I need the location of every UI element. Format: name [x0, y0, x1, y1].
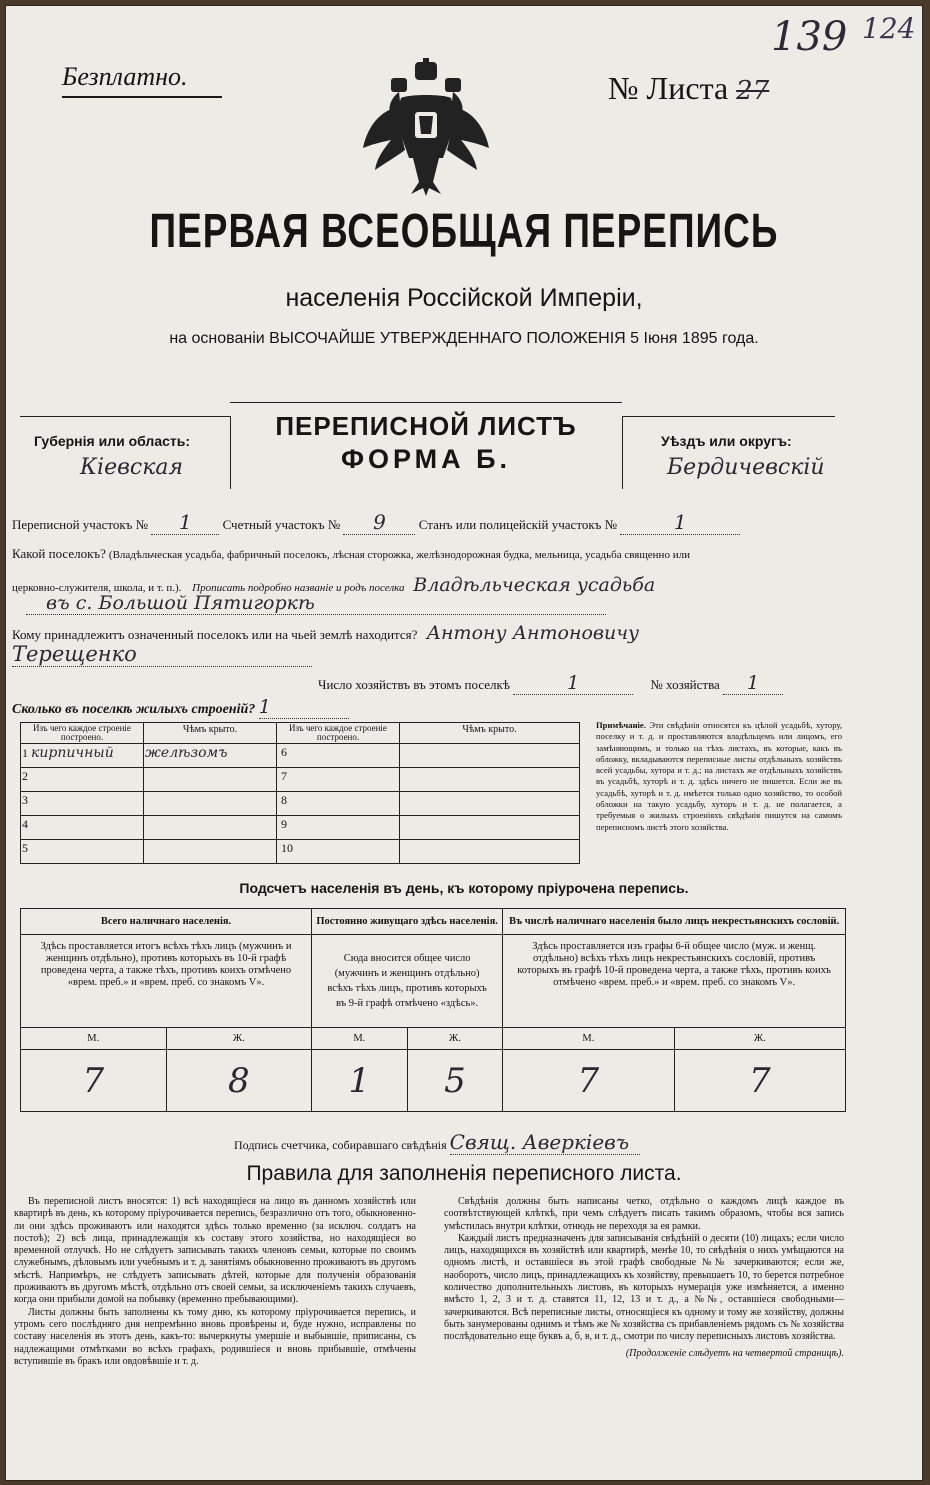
- counting-area-value: 9: [343, 510, 415, 535]
- signature-value: Свящ. Аверкіевъ: [450, 1130, 640, 1155]
- household-no-label: № хозяйства: [650, 677, 720, 692]
- sheet-label: № Листа: [608, 70, 729, 106]
- rules-left-2: Листы должны быть заполнены къ тому дню, къ которому пріурочивается перепись, и утромъ сего послѣдняго дня непремѣнно вновь провѣрены и, буде нужно, исправлены по составу населенія въ этотъ день, какъ-то: вычеркнуты умершіе и выбывшіе, приписаны, съ надлежащими отмѣтками во всѣхъ графахъ, родившіеся и вновь прибывшіе, отмѣчены вступившіе въ бракъ или овдовѣвшіе и т. д.: [14, 1306, 416, 1367]
- settlement-line-1: [12, 546, 912, 562]
- building-cell: [21, 744, 144, 768]
- rules-right: [444, 1196, 844, 1360]
- male-label: М.: [312, 1028, 408, 1050]
- roof-value: [400, 768, 580, 792]
- title-basis: на основаніи ВЫСОЧАЙШЕ УТВЕРЖДЕННАГО ПОЛОЖЕНІЯ 5 Іюня 1895 года.: [169, 330, 759, 347]
- free-underline: [62, 96, 222, 98]
- area-line: [12, 510, 912, 535]
- form-title-box: [230, 402, 622, 489]
- col-roofed-left: Чѣмъ крыто.: [144, 723, 277, 744]
- roof-value: [400, 792, 580, 816]
- signature-label: Подпись счетчика, собиравшаго свѣдѣнія: [234, 1138, 447, 1152]
- roof-value: [144, 840, 277, 864]
- row-num: 2: [21, 768, 144, 792]
- note-text: Эти свѣдѣнія относятся къ цѣлой усадьбѣ, хутору, поселку и т. д. и проставляются владѣльцемъ или лицомъ, его замѣняющимъ, и только на тѣхъ листахъ, въ которые, какъ въ обложку, вкладываются переписные листы отдѣльныхъ хозяйствъ всей усадьбы, хутора и т. д.; на листахъ же отдѣльныхъ хозяйствъ въ усадьбѣ, хуторѣ и т. д. здѣсь ничего не пишется. Если же въ усадьбѣ, хуторѣ и т. д. имѣется только одно хозяйство, то особой обложки на такую усадьбу, хуторъ и т. д. не полагается, а требуемыя о жилыхъ строеніяхъ свѣдѣнія пишутся на самомъ переписномъ листѣ этого хозяйства.: [596, 720, 842, 832]
- female-label: Ж.: [407, 1028, 503, 1050]
- table-row: [21, 768, 580, 792]
- title-main: ПЕРВАЯ ВСЕОБЩАЯ ПЕРЕПИСЬ: [149, 204, 779, 258]
- row-num: 7: [277, 768, 400, 792]
- col1-text: Здѣсь проставляется итогъ всѣхъ тѣхъ лицъ (мужчинъ и женщинъ отдѣльно), противъ которыхъ въ 10-й графѣ проведена черта, а также тѣхъ, противъ коихъ отмѣчено «врем. преб.» и «врем. преб. со знакомъ V».: [21, 935, 312, 1028]
- col3-text: Здѣсь проставляется изъ графы 6-й общее число (муж. и женщ. отдѣльно) всѣхъ тѣхъ лицъ некрестьянскихъ сословій, противъ которыхъ въ графѣ 10-й проведена черта, а также тѣхъ, противъ коихъ отмѣчено «врем. преб.» и «врем. преб. со знакомъ V».: [503, 935, 846, 1028]
- table-row: [21, 840, 580, 864]
- row-num: 10: [277, 840, 400, 864]
- roof-value: желѣзомъ: [144, 744, 277, 768]
- rules-continued: (Продолженіе слѣдуетъ на четвертой страницѣ).: [625, 1347, 844, 1359]
- male-label: М.: [21, 1028, 167, 1050]
- table-row: [21, 816, 580, 840]
- row-num: 4: [21, 816, 144, 840]
- rules-title: Правила для заполненія переписного листа.: [246, 1162, 682, 1185]
- sheet-number: [608, 70, 769, 107]
- row-num: 9: [277, 816, 400, 840]
- owner-value-1: Антону Антоновичу: [426, 622, 640, 644]
- note-block: [596, 720, 842, 833]
- district-box: [622, 416, 835, 489]
- col-built-of-left: Изъ чего каждое строеніе построено.: [21, 723, 144, 744]
- double-headed-eagle-emblem: [361, 58, 491, 198]
- households-line: [318, 672, 783, 695]
- census-sheet: [6, 6, 922, 1480]
- population-title: Подсчетъ населенія въ день, къ которому пріурочена перепись.: [239, 880, 689, 896]
- rules-right-1: Свѣдѣнія должны быть написаны четко, отдѣльно о каждомъ лицѣ каждое въ соотвѣтствующей клѣткѣ, при чемъ слѣдуетъ писать такимъ образомъ, чтобы вся запись умѣстилась внутри клѣтки, отнюдь не переходя за ея рамки.: [444, 1196, 844, 1232]
- household-no-value: 1: [723, 672, 783, 695]
- row-num: 3: [21, 792, 144, 816]
- table-row: [21, 744, 580, 768]
- settlement-hint-1: (Владѣльческая усадьба, фабричный поселокъ, лѣсная сторожка, желѣзнодорожная будка, мельница, усадьба священно или: [108, 549, 690, 561]
- archive-number-main: 139: [771, 14, 848, 60]
- value-present-female: 8: [166, 1050, 312, 1112]
- roof-value: [144, 816, 277, 840]
- district-label: Уѣздъ или округъ:: [661, 433, 792, 449]
- col1-head: Всего наличнаго населенія.: [21, 909, 312, 935]
- households-label: Число хозяйствъ въ этомъ поселкѣ: [318, 677, 510, 692]
- value-nonpeasant-female: 7: [674, 1050, 845, 1112]
- settlement-label: Какой поселокъ?: [12, 546, 106, 561]
- owner-line: [12, 622, 639, 644]
- col2-text: Сюда вносится общее число (мужчинъ и женщинъ отдѣльно) всѣхъ тѣхъ лицъ, противъ которыхъ въ 9-й графѣ отмѣчено «здѣсь».: [312, 935, 503, 1028]
- archive-number-alt: 124: [862, 12, 916, 45]
- signature-line: [234, 1130, 640, 1155]
- value-nonpeasant-male: 7: [503, 1050, 674, 1112]
- camp-label: Станъ или полицейскій участокъ №: [418, 517, 618, 532]
- roof-value: [400, 840, 580, 864]
- form-label: ФОРМА Б.: [340, 444, 512, 474]
- province-value: Кіевская: [80, 455, 184, 480]
- settlement-hint-2: церковно-служителя, школа, и т. п.).: [12, 582, 182, 594]
- title-sub: населенія Россійской Имперіи,: [285, 284, 643, 312]
- settlement-instruction: Прописать подробно названіе и родъ поселка: [192, 582, 405, 594]
- settlement-value-1: Владѣльческая усадьба: [413, 574, 656, 596]
- col3-head: Въ числѣ наличнаго населенія было лицъ некрестьянскихъ сословій.: [503, 909, 846, 935]
- camp-value: 1: [620, 510, 740, 535]
- roof-value: [144, 768, 277, 792]
- buildings-label: Сколько въ поселкѣ жилыхъ строеній?: [12, 702, 256, 717]
- rules-left-1: Въ переписной листъ вносятся: 1) всѣ находящіеся на лицо въ данномъ хозяйствѣ или квартирѣ въ день, къ которому пріурочивается перепись, безразлично отъ того, обыкновенно-ли они здѣсь проживаютъ или находятся здѣсь только временно (за исключ. солдатъ на постоѣ); 2) всѣ лица, принадлежащія къ составу этого хозяйства, но находящіеся во временной отлучкѣ. Но не слѣдуетъ записывать такихъ членовъ семьи, которые по своимъ служебнымъ, дѣловымъ или учебнымъ и т. д. занятіямъ обыкновенно проживаютъ въ другомъ мѣстѣ. Напримѣръ, не слѣдуетъ записывать дѣтей, которые для полученія образованія проживаютъ въ другомъ мѣстѣ, отдѣльно отъ своей семьи, за исключеніемъ такихъ случаевъ, когда они прибыли домой на побывку (временно пребывающими).: [14, 1196, 416, 1306]
- col2-head: Постоянно живущаго здѣсь населенія.: [312, 909, 503, 935]
- female-label: Ж.: [674, 1028, 845, 1050]
- col-roofed-right: Чѣмъ крыто.: [400, 723, 580, 744]
- row-num: 6: [277, 744, 400, 768]
- rules-left: [14, 1196, 416, 1368]
- owner-value-2: Терещенко: [12, 642, 312, 667]
- female-label: Ж.: [166, 1028, 312, 1050]
- sheet-value: 27: [736, 76, 770, 106]
- row-num: 8: [277, 792, 400, 816]
- row-num: 5: [21, 840, 144, 864]
- census-area-value: 1: [151, 510, 219, 535]
- owner-label: Кому принадлежитъ означенный поселокъ или на чьей землѣ находится?: [12, 627, 418, 642]
- free-label: Безплатно.: [62, 62, 188, 91]
- buildings-table: [20, 722, 580, 864]
- row-num: 1: [22, 746, 28, 760]
- settlement-value-2: въ с. Большой Пятигоркѣ: [26, 592, 606, 615]
- note-label: Примѣчаніе.: [596, 720, 646, 730]
- built-value: кирпичный: [31, 745, 114, 761]
- sheet-title: ПЕРЕПИСНОЙ ЛИСТЪ: [275, 411, 577, 441]
- province-label: Губернія или область:: [34, 433, 191, 449]
- province-box: [20, 416, 231, 489]
- counting-area-label: Счетный участокъ №: [222, 517, 341, 532]
- value-permanent-male: 1: [312, 1050, 408, 1112]
- roof-value: [400, 816, 580, 840]
- col-built-of-right: Изъ чего каждое строеніе построено.: [277, 723, 400, 744]
- buildings-line: [12, 696, 349, 719]
- table-row: [21, 792, 580, 816]
- population-table: [20, 908, 846, 1112]
- buildings-value: 1: [259, 696, 349, 719]
- households-value: 1: [513, 672, 633, 695]
- male-label: М.: [503, 1028, 674, 1050]
- value-permanent-female: 5: [407, 1050, 503, 1112]
- district-value: Бердичевскій: [667, 455, 825, 480]
- value-present-male: 7: [21, 1050, 167, 1112]
- census-area-label: Переписной участокъ №: [12, 517, 149, 532]
- roof-value: [144, 792, 277, 816]
- rules-right-2: Каждый листъ предназначенъ для записыванія свѣдѣній о десяти (10) лицахъ; если число лицъ, находящихся въ хозяйствѣ или квартирѣ, менѣе 10, то свѣдѣнія о нихъ умѣщаются на одномъ листѣ, и оставшіеся въ этой графѣ свободные №№ зачеркиваются; если же, наоборотъ, число лицъ, принадлежащихъ къ хозяйству, превышаетъ 10, то берется потребное количество дополнительныхъ листовъ, въ которыхъ нумерація уже измѣняется, а именно вмѣсто 1, 2, 3 и т. д. ставятся 11, 12, 13 и т. д., а №№, оставшіеся свободными—зачеркиваются. Всѣ переписные листы, относящіеся къ одному и тому же хозяйству, должны быть занумерованы однимъ и тѣмъ же № хозяйства съ прибавленіемъ рядомъ съ № хозяйства послѣдовательно еще буквъ а, б, в, и т. д., смотри по числу переписныхъ листовъ хозяйства.: [444, 1232, 844, 1343]
- roof-value: [400, 744, 580, 768]
